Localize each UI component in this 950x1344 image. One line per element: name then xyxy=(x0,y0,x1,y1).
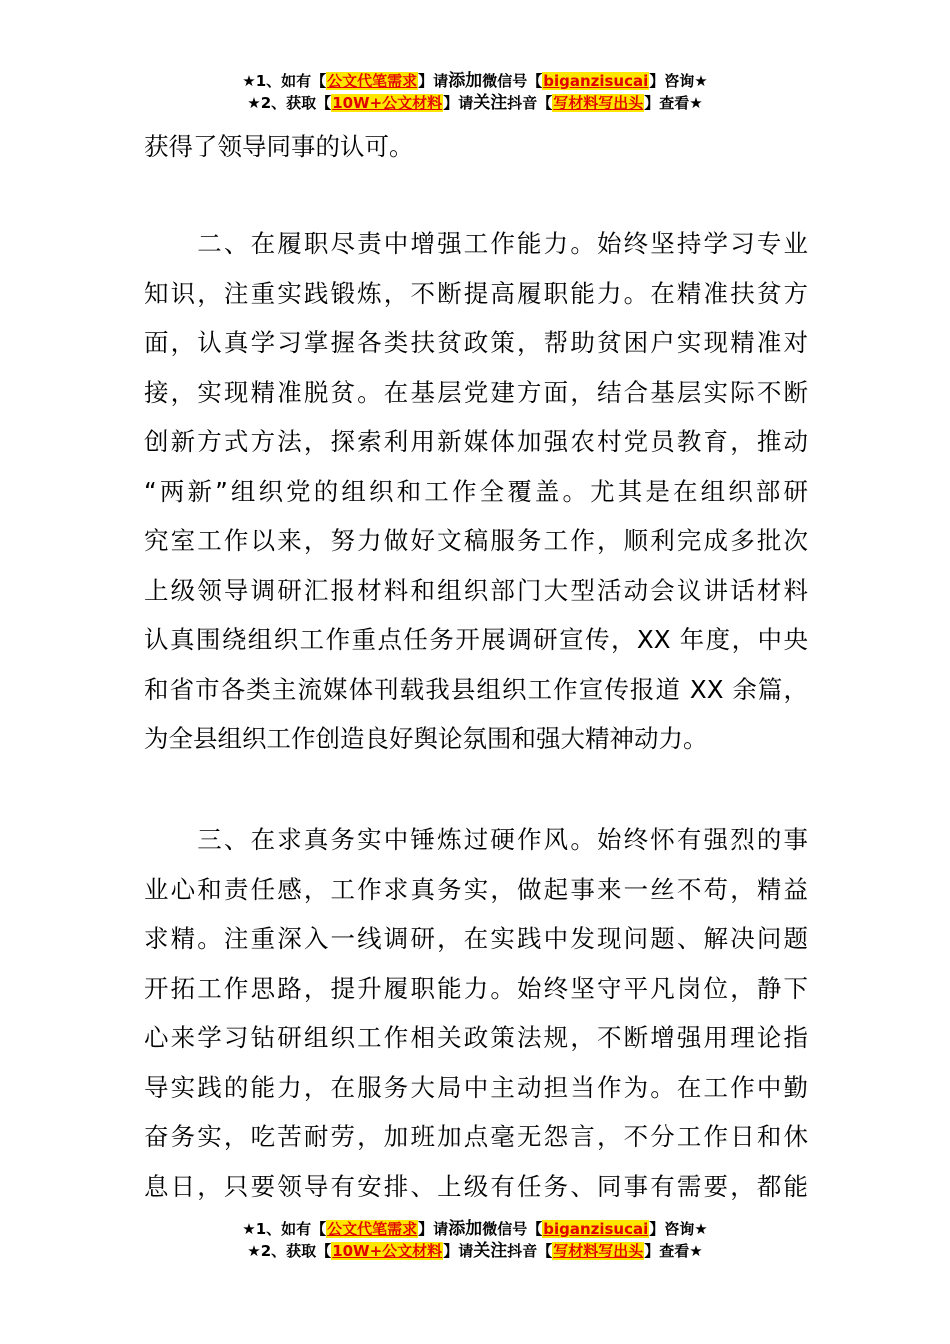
banner-emphasis: 关注 xyxy=(473,93,508,113)
text-line: 奋务实，吃苦耐劳，加班加点毫无怨言，不分工作日和休 xyxy=(144,1122,808,1151)
banner-text: 】请 xyxy=(443,1242,474,1260)
banner-highlight: 10W+公文材料 xyxy=(332,1242,443,1260)
banner-text: ★1、如有【 xyxy=(242,72,327,90)
banner-text: 抖音【 xyxy=(507,94,553,112)
banner-text: ★1、如有【 xyxy=(242,1220,327,1238)
banner-highlight: 写材料写出头 xyxy=(553,1242,644,1260)
banner-line-2 xyxy=(0,1240,950,1262)
banner-text: 微信号【 xyxy=(482,1220,543,1238)
banner-text: 抖音【 xyxy=(507,1242,553,1260)
banner-text: 】查看★ xyxy=(644,94,703,112)
carry-over-line xyxy=(144,122,808,172)
text-line: 获得了领导同事的认可。 xyxy=(144,132,414,161)
text-line: 为全县组织工作创造良好舆论氛围和强大精神动力。 xyxy=(144,724,708,753)
text-line: 息日，只要领导有安排、上级有任务、同事有需要，都能 xyxy=(144,1171,808,1201)
banner-text: 】请 xyxy=(418,72,449,90)
text-line: 业心和责任感，工作求真务实，做起事来一丝不苟，精益 xyxy=(144,874,808,904)
banner-highlight: 公文代笔需求 xyxy=(327,1220,418,1238)
banner-emphasis: 关注 xyxy=(473,1241,508,1261)
text-line: “两新”组织党的组织和工作全覆盖。尤其是在组织部研 xyxy=(144,476,808,506)
text-line: 面，认真学习掌握各类扶贫政策，帮助贫困户实现精准对 xyxy=(144,328,808,357)
banner-emphasis: 添加 xyxy=(448,1219,483,1239)
banner-line-1 xyxy=(0,1218,950,1240)
text-line: 和省市各类主流媒体刊载我县组织工作宣传报道 XX 余篇， xyxy=(144,674,808,704)
text-line: 三、在求真务实中锤炼过硬作风。始终怀有强烈的事 xyxy=(144,825,808,854)
banner-emphasis: 添加 xyxy=(448,71,483,91)
banner-highlight: 写材料写出头 xyxy=(553,94,644,112)
header-banner xyxy=(0,70,950,114)
text-line: 二、在履职尽责中增强工作能力。始终坚持学习专业 xyxy=(144,229,808,258)
banner-highlight: biganzisucai xyxy=(543,1220,649,1238)
banner-text: ★2、获取【 xyxy=(247,94,332,112)
banner-text: 】请 xyxy=(418,1220,449,1238)
text-line: 导实践的能力，在服务大局中主动担当作为。在工作中勤 xyxy=(144,1072,808,1102)
banner-text: 】咨询★ xyxy=(649,72,708,90)
banner-text: 】咨询★ xyxy=(649,1220,708,1238)
text-line: 创新方式方法，探索利用新媒体加强农村党员教育，推动 xyxy=(144,427,808,456)
banner-highlight: biganzisucai xyxy=(543,72,649,90)
banner-text: 】查看★ xyxy=(644,1242,703,1260)
text-line: 上级领导调研汇报材料和组织部门大型活动会议讲话材料 xyxy=(144,575,808,605)
banner-highlight: 公文代笔需求 xyxy=(327,72,418,90)
banner-text: 】请 xyxy=(443,94,474,112)
banner-highlight: 10W+公文材料 xyxy=(332,94,443,112)
text-line: 心来学习钻研组织工作相关政策法规，不断增强用理论指 xyxy=(144,1023,808,1052)
text-line: 求精。注重深入一线调研，在实践中发现问题、解决问题 xyxy=(144,924,808,953)
banner-text: 微信号【 xyxy=(482,72,543,90)
text-line: 接，实现精准脱贫。在基层党建方面，结合基层实际不断 xyxy=(144,377,808,407)
text-line: 知识，注重实践锻炼，不断提高履职能力。在精准扶贫方 xyxy=(144,278,808,308)
paragraph-3 xyxy=(144,815,808,1211)
banner-text: ★2、获取【 xyxy=(247,1242,332,1260)
text-line: 开拓工作思路，提升履职能力。始终坚守平凡岗位，静下 xyxy=(144,973,808,1003)
text-line: 究室工作以来，努力做好文稿服务工作，顺利完成多批次 xyxy=(144,526,808,555)
footer-banner xyxy=(0,1218,950,1262)
text-line: 认真围绕组织工作重点任务开展调研宣传，XX 年度，中央 xyxy=(144,625,808,654)
banner-line-2 xyxy=(0,92,950,114)
paragraph-2 xyxy=(144,219,808,764)
banner-line-1 xyxy=(0,70,950,92)
